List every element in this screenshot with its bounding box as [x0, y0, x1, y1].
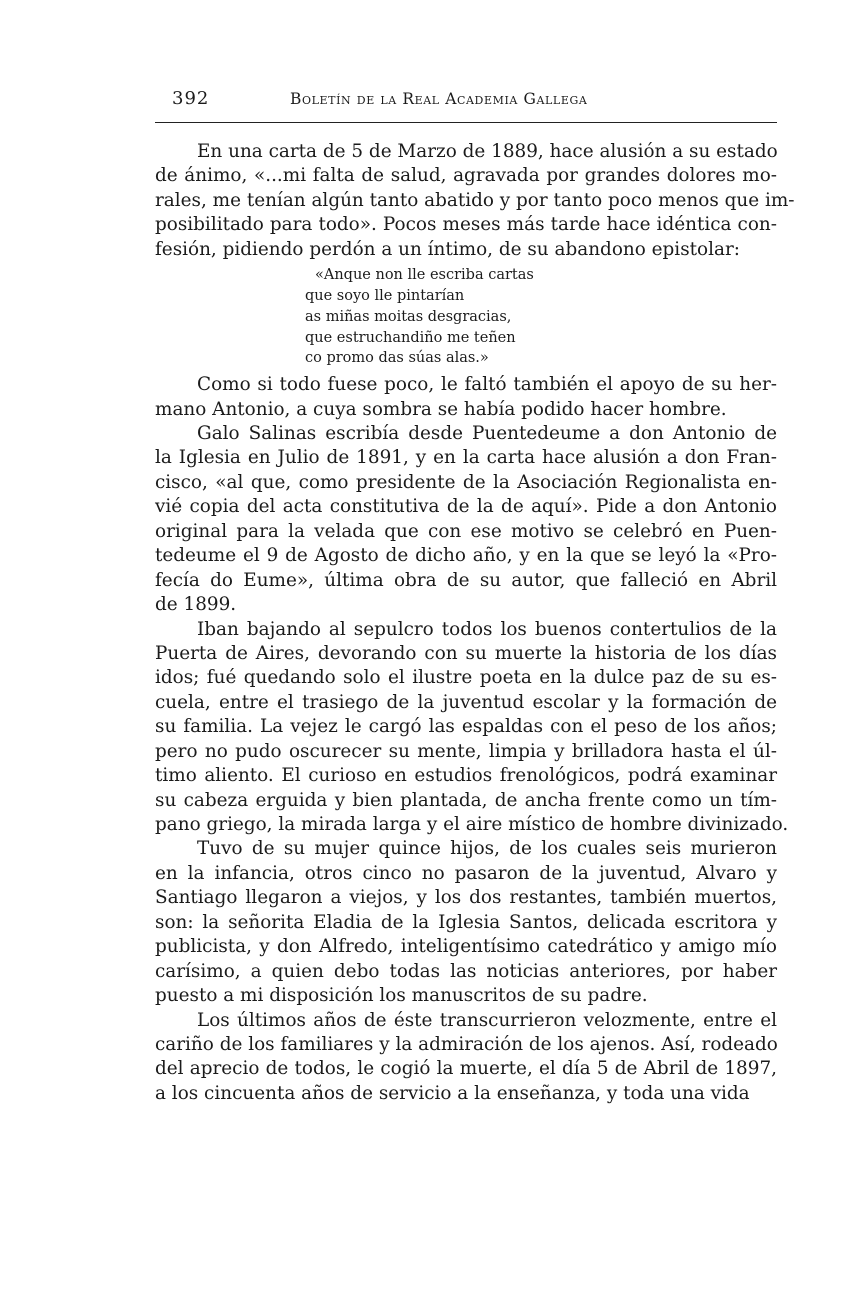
poem-verse: co promo das súas alas.» [305, 350, 489, 367]
text-line: idos; fué quedando solo el ilustre poeta en la dulce paz de su es- [155, 667, 777, 689]
text-line: rales, me tenían algún tanto abatido y por tanto poco menos que im- [155, 189, 795, 211]
text-line: En una carta de 5 de Marzo de 1889, hace alusión a su estado [197, 141, 778, 162]
text-line: de ánimo, «...mi falta de salud, agravada por grandes dolores mo- [155, 165, 777, 187]
text-line: del aprecio de todos, le cogió la muerte, el día 5 de Abril de 1897, [155, 1058, 777, 1080]
poem-verse: que estruchandiño me teñen [305, 329, 516, 346]
text-line: carísimo, a quien debo todas las noticias anteriores, por haber [155, 960, 777, 982]
paragraph [155, 422, 777, 618]
paragraph [155, 373, 777, 422]
text-line: timo aliento. El curioso en estudios frenológicos, podrá examinar [155, 765, 777, 787]
text-line: pano griego, la mirada larga y el aire místico de hombre divinizado. [155, 814, 789, 836]
text-line: vié copia del acta constitutiva de la de aquí». Pide a don Antonio [155, 496, 777, 518]
text-line: tedeume el 9 de Agosto de dicho año, y en la que se leyó la «Pro- [155, 545, 777, 567]
text-line: de 1899. [155, 594, 237, 616]
text-line: Galo Salinas escribía desde Puentedeume a don Antonio de [197, 423, 777, 445]
text-line: mano Antonio, a cuya sombra se había podido hacer hombre. [155, 398, 727, 420]
text-line: cariño de los familiares y la admiración de los ajenos. Así, rodeado [155, 1033, 778, 1055]
text-line: su cabeza erguida y bien plantada, de ancha frente como un tím- [155, 789, 777, 811]
text-line: Tuvo de su mujer quince hijos, de los cuales seis murieron [197, 838, 777, 860]
text-line: posibilitado para todo». Pocos meses más tarde hace idéntica con- [155, 214, 777, 236]
text-line: Puerta de Aires, devorando con su muerte la historia de los días [155, 642, 777, 664]
text-line: a los cincuenta años de servicio a la enseñanza, y toda una vida [155, 1082, 750, 1104]
paragraph [155, 618, 789, 838]
body-text [155, 140, 795, 1106]
text-line: publicista, y don Alfredo, inteligentísimo catedrático y amigo mío [155, 936, 777, 958]
running-title: Boletín de la Real Academia Gallega [290, 90, 588, 108]
text-line: puesto a mi disposición los manuscritos de su padre. [155, 985, 648, 1007]
paragraph [155, 1009, 777, 1107]
text-line: pero no pudo oscurecer su mente, limpia y brilladora hasta el úl- [155, 740, 777, 762]
text-line: Iban bajando al sepulcro todos los buenos contertulios de la [197, 618, 777, 640]
page-number: 392 [172, 88, 210, 109]
text-line: la Iglesia en Julio de 1891, y en la carta hace alusión a don Fran- [155, 447, 777, 469]
poem-verse: as miñas moitas desgracias, [305, 308, 512, 325]
poem-verse: «Anque non lle escriba cartas [315, 267, 534, 284]
text-line: Como si todo fuese poco, le faltó también el apoyo de su her- [197, 374, 777, 396]
text-line: en la infancia, otros cinco no pasaron de la juventud, Alvaro y [155, 862, 777, 884]
text-line: Los últimos años de éste transcurrieron velozmente, entre el [197, 1009, 777, 1031]
page-header [155, 82, 777, 123]
paragraph [155, 140, 795, 262]
text-line: Santiago llegaron a viejos, y los dos restantes, también muertos, [155, 887, 777, 909]
text-line: cisco, «al que, como presidente de la Asociación Regionalista en- [155, 471, 777, 493]
poem-quote [155, 265, 777, 369]
text-line: original para la velada que con ese motivo se celebró en Puen- [155, 520, 777, 542]
text-line: cuela, entre el trasiego de la juventud escolar y la formación de [155, 691, 777, 713]
poem-verse: que soyo lle pintarían [305, 287, 465, 304]
paragraph [155, 837, 777, 1008]
text-line: son: la señorita Eladia de la Iglesia Santos, delicada escritora y [155, 911, 777, 933]
text-line: fecía do Eume», última obra de su autor, que falleció en Abril [155, 569, 777, 591]
text-line: fesión, pidiendo perdón a un íntimo, de su abandono epistolar: [155, 238, 740, 260]
text-line: su familia. La vejez le cargó las espaldas con el peso de los años; [155, 716, 777, 738]
